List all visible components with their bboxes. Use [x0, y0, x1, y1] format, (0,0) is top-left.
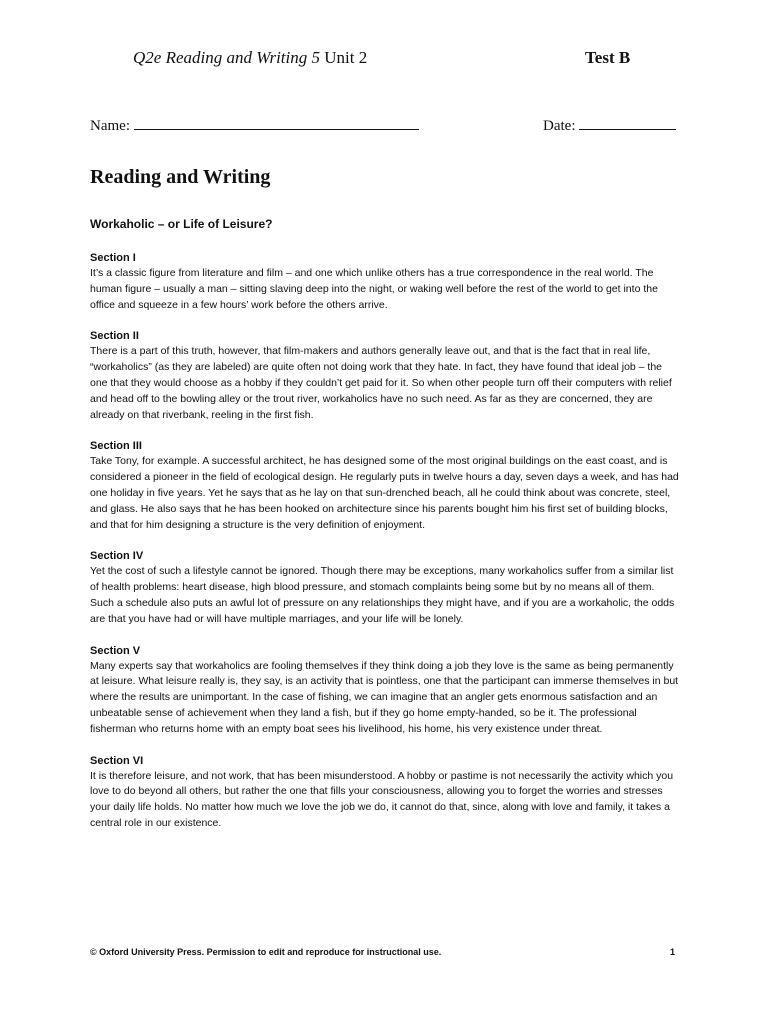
section-body: There is a part of this truth, however, that film-makers and authors generally leave out, and that is the fact that in real life, “workaholics” (as they are labeled) are quite often not doing work that they hate. In fact, they have found that ideal job – the one that they would choose as a hobby if they couldn’t get paid for it. So when other people turn off their computers with relief and head off to the bowling alley or the trout river, workaholics have no such need. As far as they are concerned, they are already on that riverbank, reeling in the first fish. [90, 345, 672, 421]
page-number: 1 [670, 947, 676, 957]
name-row [90, 115, 419, 135]
date-blank-line [579, 115, 676, 130]
article-sections [90, 250, 680, 847]
name-label: Name: [90, 118, 130, 134]
section-3 [90, 438, 680, 533]
section-title: Section II [90, 330, 139, 343]
section-title: Section III [90, 440, 142, 453]
copyright-notice: © Oxford University Press. Permission to edit and reproduce for instructional use. [90, 947, 442, 957]
article-title: Workaholic – or Life of Leisure? [90, 217, 273, 231]
section-title: Section VI [90, 754, 144, 767]
name-blank-line [134, 115, 419, 130]
unit-label: Unit 2 [319, 48, 368, 67]
section-body: Yet the cost of such a lifestyle cannot be ignored. Though there may be exceptions, many workaholics suffer from a similar list of health problems: heart disease, high blood pressure, and stomach complaints being some but by no means all of them. Such a schedule also puts an awful lot of pressure on any relationships they might have, and if you are a workaholic, the odds are that you have had or will have multiple marriages, and your life will be lonely. [90, 565, 675, 625]
date-row [543, 115, 676, 135]
section-5 [90, 643, 680, 738]
date-label: Date: [543, 118, 576, 134]
course-name: Q2e Reading and Writing 5 [133, 48, 320, 67]
section-body: Take Tony, for example. A successful architect, he has designed some of the most original buildings on the east coast, and is considered a pioneer in the field of ecological design. He regularly puts in twelve hours a day, seven days a week, and has had one holiday in five years. Yet he says that as he lay on that sun-drenched beach, all he could think about was concrete, steel, and glass. He also says that he has been hooked on architecture since his parents bought him his first set of building blocks, and that for him designing a structure is the very definition of enjoyment. [90, 455, 679, 531]
section-heading: Reading and Writing [90, 166, 271, 188]
document-title [133, 48, 367, 68]
section-6 [90, 753, 680, 832]
section-body: It’s a classic figure from literature and film – and one which unlike others has a true correspondence in the real world. The human figure – usually a man – sitting slaving deep into the night, or waking well before the rest of the world to get into the office and squeeze in a few hours’ work before the others arrive. [90, 267, 658, 311]
test-label: Test B [585, 48, 631, 67]
section-4 [90, 548, 680, 627]
section-body: Many experts say that workaholics are fooling themselves if they think doing a job they love is the same as being permanently at leisure. What leisure really is, they say, is an activity that is pointless, one that the participant can immerse themselves in but where the results are unimportant. In the case of fishing, we can imagine that an angler gets enormous satisfaction and an unbeatable sense of achievement when they land a fish, but if they go home empty-handed, so be it. The professional fisherman who returns home with an empty boat sees his livelihood, his home, his very existence under threat. [90, 659, 679, 735]
section-title: Section V [90, 644, 141, 657]
section-body: It is therefore leisure, and not work, that has been misunderstood. A hobby or pastime is not necessarily the activity which you love to do beyond all others, but rather the one that fills your consciousness, allowing you to forget the worries and stresses your daily life holds. No matter how much we love the job we do, it cannot do that, since, along with love and family, it takes a central role in our existence. [90, 769, 674, 829]
section-1 [90, 250, 680, 313]
section-title: Section IV [90, 550, 144, 563]
section-title: Section I [90, 252, 136, 264]
section-2 [90, 328, 680, 423]
